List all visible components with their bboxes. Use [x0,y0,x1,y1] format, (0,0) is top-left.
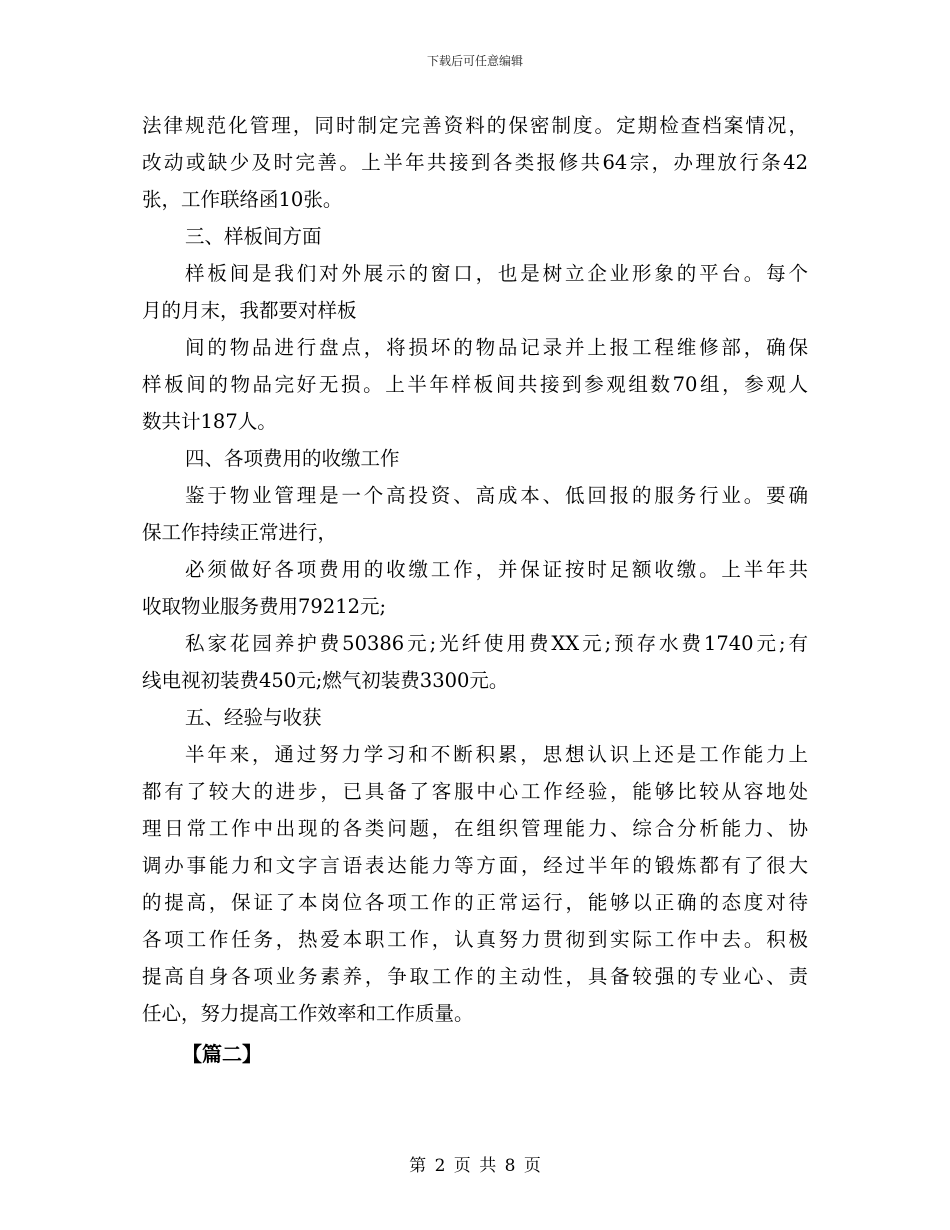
section-heading: 五、经验与收获 [185,706,322,729]
section-heading: 三、样板间方面 [185,225,322,248]
paragraph-line: 改动或缺少及时完善。上半年共接到各类报修共64宗，办理放行条42 [142,151,808,174]
document-body [142,107,808,1073]
paragraph-line: 样板间的物品完好无损。上半年样板间共接到参观组数70组，参观人 [142,373,808,396]
section-label: 【篇二】 [182,1042,262,1066]
paragraph-line: 间的物品进行盘点，将损坏的物品记录并上报工程维修部，确保 [185,336,808,359]
paragraph-line: 提高自身各项业务素养，争取工作的主动性，具备较强的专业心、责 [142,965,808,988]
paragraph-line: 保工作持续正常进行， [142,521,338,544]
paragraph-line: 数共计187人。 [142,410,277,433]
section-heading: 四、各项费用的收缴工作 [185,447,400,470]
paragraph-line: 样板间是我们对外展示的窗口，也是树立企业形象的平台。每个 [185,262,808,285]
paragraph-line: 月的月末，我都要对样板 [142,299,357,322]
paragraph-line: 线电视初装费450元;燃气初装费3300元。 [142,669,509,692]
paragraph-line: 张，工作联络函10张。 [142,188,343,211]
paragraph-line: 法律规范化管理，同时制定完善资料的保密制度。定期检查档案情况， [142,114,808,137]
paragraph-line: 鉴于物业管理是一个高投资、高成本、低回报的服务行业。要确 [185,484,808,507]
paragraph-line: 必须做好各项费用的收缴工作，并保证按时足额收缴。上半年共 [185,558,808,581]
paragraph-line: 都有了较大的进步，已具备了客服中心工作经验，能够比较从容地处 [142,780,808,803]
paragraph-line: 调办事能力和文字言语表达能力等方面，经过半年的锻炼都有了很大 [142,854,808,877]
paragraph-line: 半年来，通过努力学习和不断积累，思想认识上还是工作能力上 [185,743,808,766]
paragraph-line: 收取物业服务费用79212元; [142,595,387,618]
paragraph-line: 各项工作任务，热爱本职工作，认真努力贯彻到实际工作中去。积极 [142,928,808,951]
paragraph-line: 的提高，保证了本岗位各项工作的正常运行，能够以正确的态度对待 [142,891,808,914]
page-header: 下载后可任意编辑 [426,54,523,68]
page-number: 第 2 页 共 8 页 [409,1156,541,1176]
paragraph-line: 任心，努力提高工作效率和工作质量。 [142,1002,474,1025]
paragraph-line: 理日常工作中出现的各类问题，在组织管理能力、综合分析能力、协 [142,817,808,840]
paragraph-line: 私家花园养护费50386元;光纤使用费XX元;预存水费1740元;有 [185,632,808,655]
